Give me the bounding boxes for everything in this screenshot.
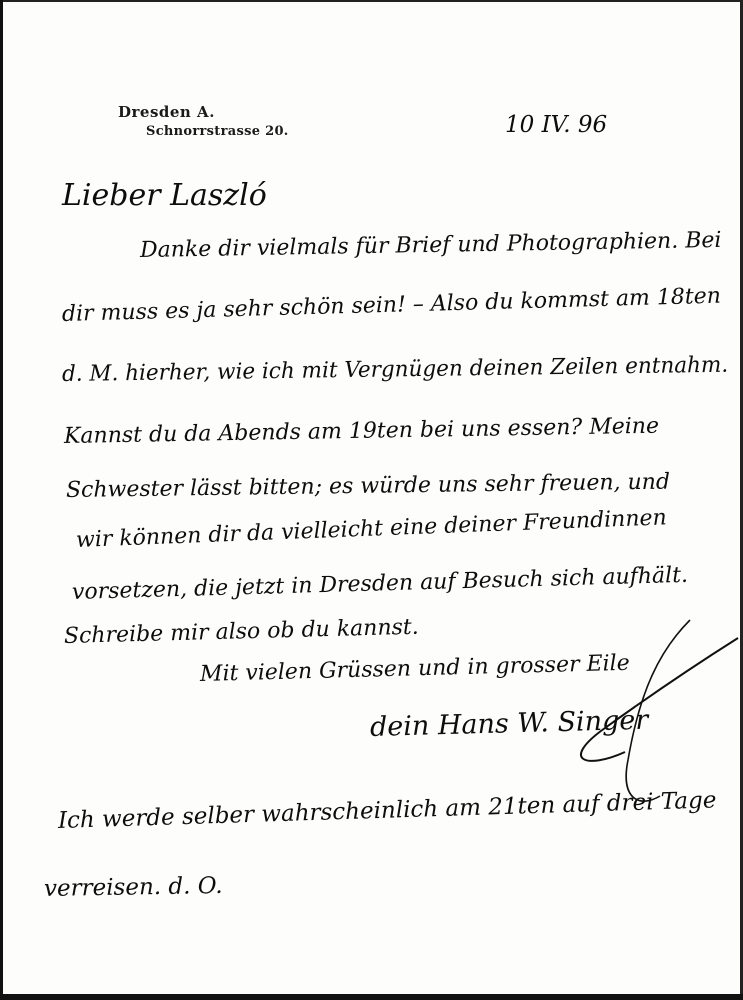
- letterhead-street: Schnorrstrasse 20.: [146, 124, 289, 140]
- body-line: Danke dir vielmals für Brief und Photographien. Bei: [139, 227, 722, 263]
- letterhead-city: Dresden A.: [118, 103, 215, 121]
- scan-border-left: [0, 0, 3, 1000]
- postscript-line: verreisen. d. O.: [43, 872, 223, 902]
- letterhead: [118, 104, 289, 140]
- body-line: Kannst du da Abends am 19ten bei uns essen? Meine: [63, 413, 660, 449]
- body-line: Schwester lässt bitten; es würde uns sehr freuen, und: [65, 469, 671, 503]
- body-line: Schreibe mir also ob du kannst.: [63, 614, 420, 649]
- scan-border-top: [0, 0, 743, 2]
- body-line: dir muss es ja sehr schön sein! – Also du kommst am 18ten: [61, 283, 722, 327]
- signature: dein Hans W. Singer: [369, 704, 649, 743]
- salutation: Lieber Laszló: [62, 178, 267, 213]
- closing-line: Mit vielen Grüssen und in grosser Eile: [199, 650, 631, 687]
- body-line: vorsetzen, die jetzt in Dresden auf Besuch sich aufhält.: [71, 562, 689, 605]
- body-line: wir können dir da vielleicht eine deiner Freundinnen: [75, 505, 668, 553]
- body-line: d. M. hierher, wie ich mit Vergnügen deinen Zeilen entnahm.: [61, 352, 729, 387]
- letter-date: 10 IV. 96: [505, 112, 608, 138]
- scan-border-bottom: [0, 994, 743, 1000]
- postscript-line: Ich werde selber wahrscheinlich am 21ten auf drei Tage: [57, 787, 717, 834]
